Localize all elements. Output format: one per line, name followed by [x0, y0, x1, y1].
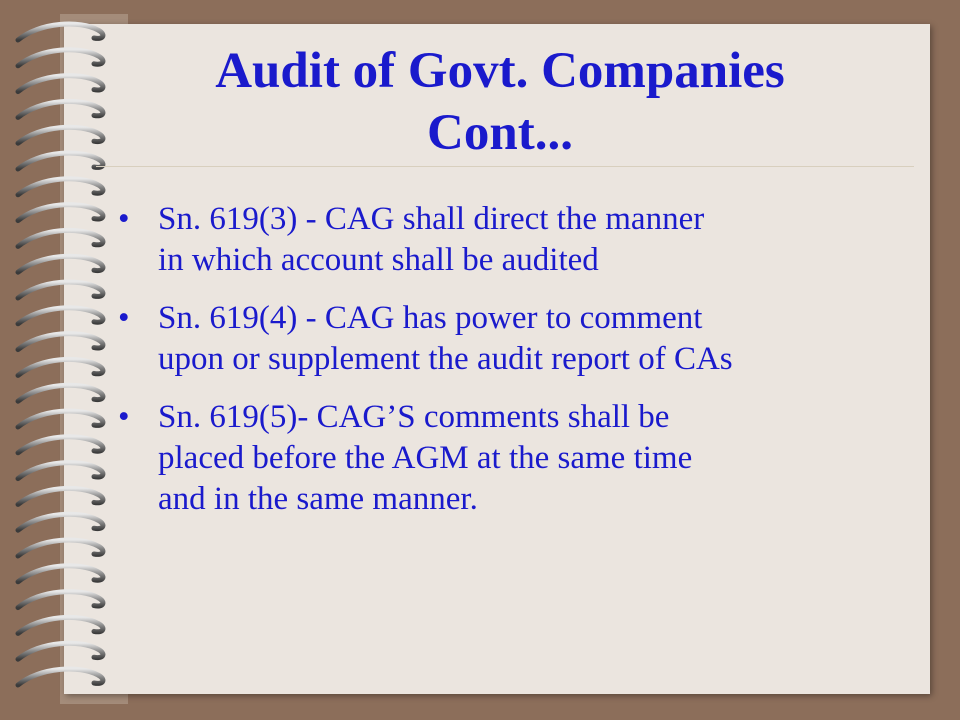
spiral-ring — [18, 514, 103, 530]
spiral-ring — [18, 179, 103, 195]
spiral-ring — [18, 24, 103, 40]
spiral-ring — [18, 540, 103, 556]
spiral-ring — [18, 437, 103, 453]
spiral-ring — [18, 463, 103, 479]
spiral-ring — [18, 488, 103, 504]
spiral-ring — [18, 308, 103, 324]
bullet-text: Sn. 619(3) - CAG shall direct the manner — [158, 201, 705, 237]
spiral-ring — [18, 592, 103, 608]
spiral-ring — [18, 669, 103, 685]
bullet-text: upon or supplement the audit report of CAs — [158, 341, 733, 377]
spiral-ring — [18, 256, 103, 272]
spiral-ring — [18, 411, 103, 427]
slide-title — [80, 40, 920, 164]
bullet-text: and in the same manner. — [158, 481, 478, 517]
bullet-item — [118, 397, 908, 520]
title-line-1: Audit of Govt. Companies — [215, 43, 785, 99]
spiral-ring — [18, 334, 103, 350]
bullet-item — [118, 298, 908, 380]
spiral-ring — [18, 643, 103, 659]
spiral-ring — [18, 359, 103, 375]
spiral-ring — [18, 205, 103, 221]
title-line-2: Cont... — [427, 105, 573, 161]
title-divider — [96, 166, 914, 167]
bullet-list — [118, 199, 908, 537]
bullet-text: placed before the AGM at the same time — [158, 440, 693, 476]
spiral-ring — [18, 617, 103, 633]
spiral-ring — [18, 282, 103, 298]
bullet-text: in which account shall be audited — [158, 242, 599, 278]
bullet-text: Sn. 619(5)- CAG’S comments shall be — [158, 399, 670, 435]
bullet-text: Sn. 619(4) - CAG has power to comment — [158, 300, 703, 336]
spiral-ring — [18, 230, 103, 246]
spiral-ring — [18, 566, 103, 582]
bullet-item — [118, 199, 908, 281]
spiral-ring — [18, 385, 103, 401]
